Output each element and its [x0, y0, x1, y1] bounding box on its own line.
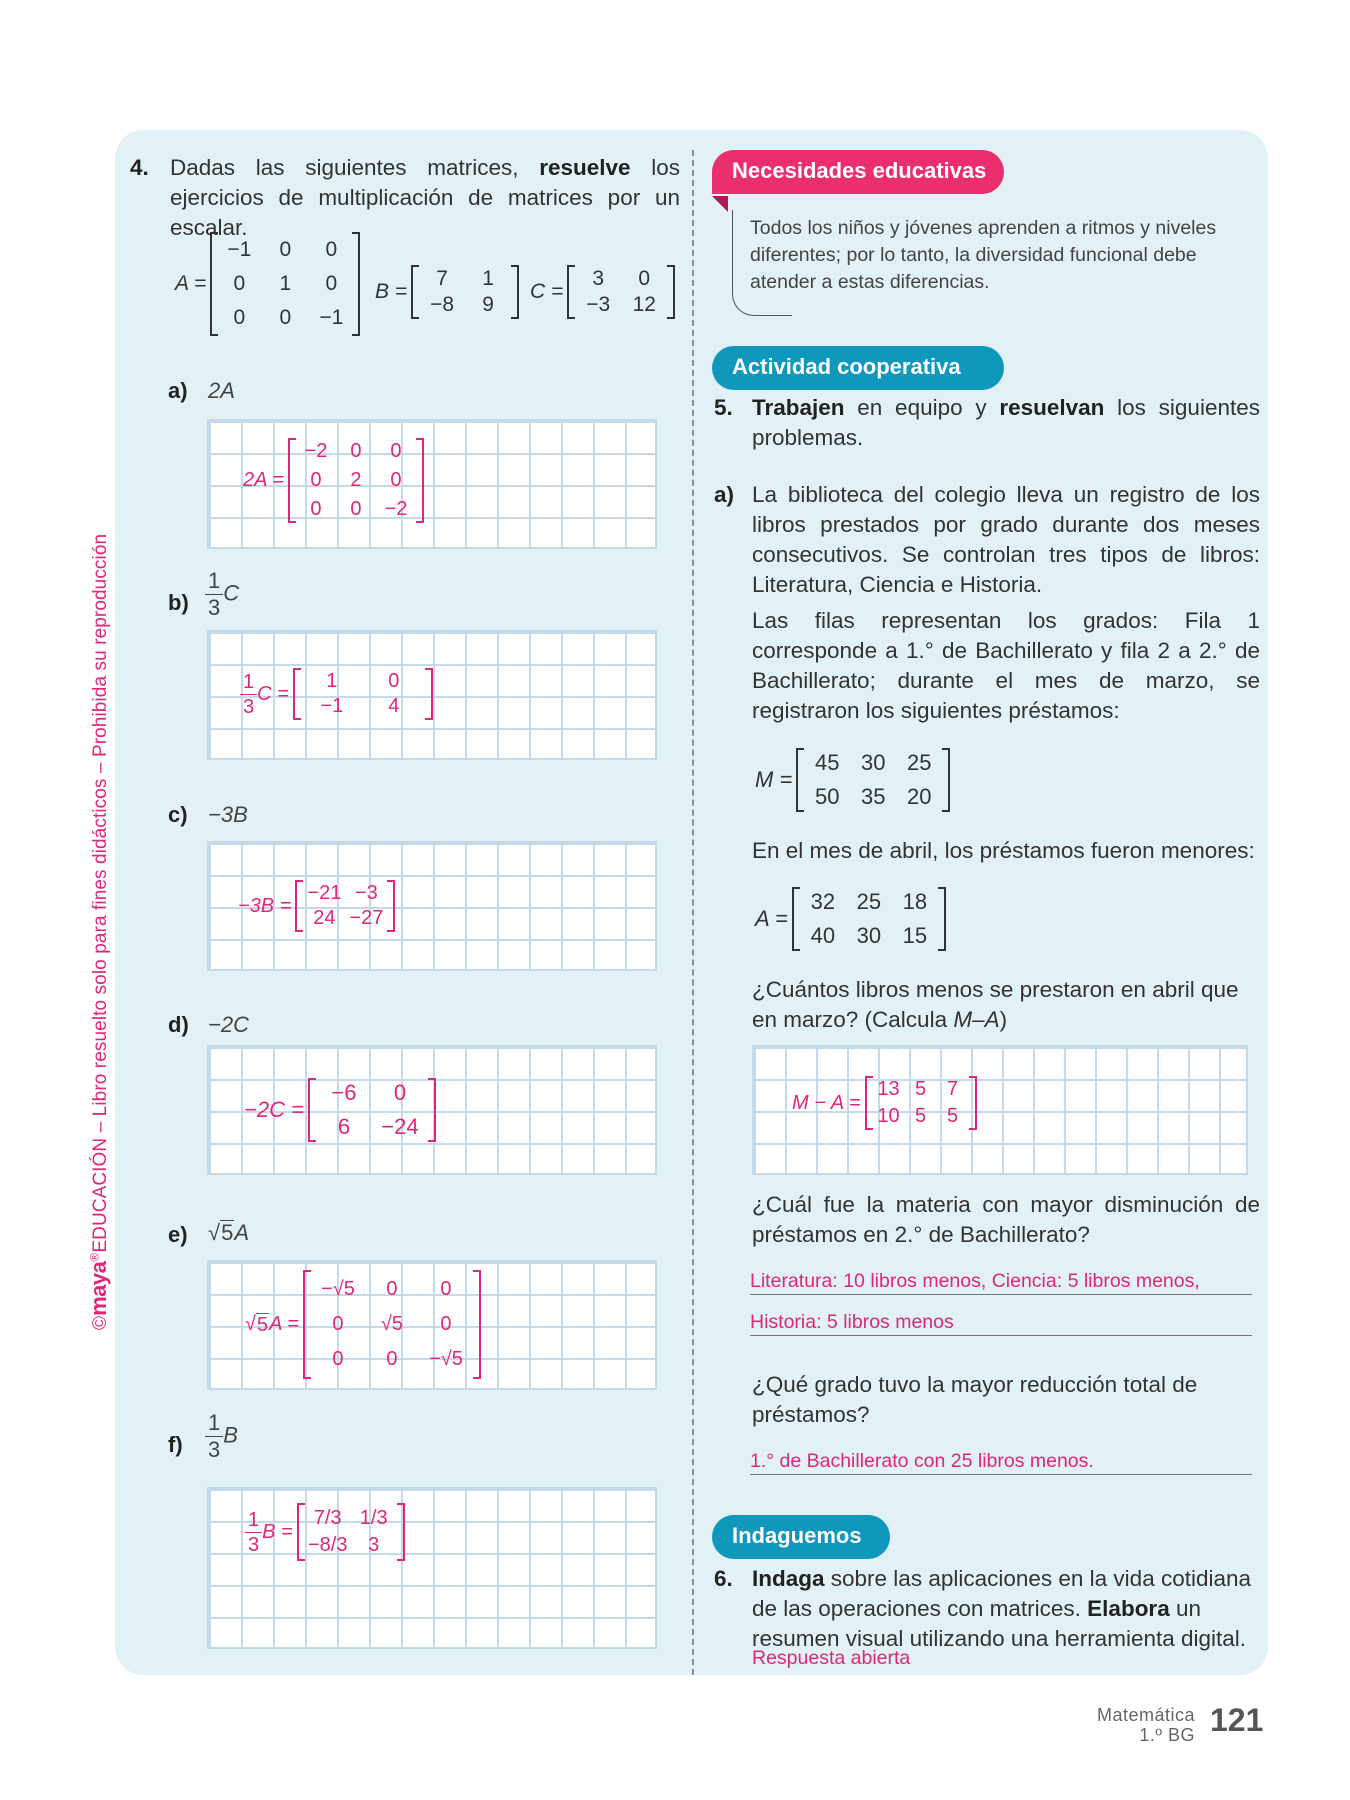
item-c-expression: −3B: [208, 802, 248, 827]
copyright-symbol: ©: [90, 1315, 111, 1330]
april-text: En el mes de abril, los préstamos fueron menores:: [752, 838, 1255, 863]
item-b-expression: $\frac{1}{3}$ C: [205, 570, 239, 619]
answer-line-q3[interactable]: 1.° de Bachillerato con 25 libros menos.: [750, 1448, 1252, 1475]
bold-verb: resuelve: [539, 155, 631, 180]
answer-m-minus-a-matrix: 13 5 7 10 5 5: [865, 1076, 977, 1130]
answer-e-matrix: −√5 0 0 0 √5 0 0 0 −√5: [303, 1270, 481, 1379]
answer-d: −2C = −6 0 6 −24: [244, 1078, 436, 1142]
problem-4-number: 4.: [130, 155, 149, 180]
matrix-B-body: 7 1 −8 9: [411, 265, 519, 319]
item-e-label: e): [168, 1222, 188, 1247]
question-2: ¿Cuál fue la materia con mayor disminución de préstamos en 2.° de Bachillerato?: [752, 1192, 1260, 1247]
part-a-paragraph-1: La biblioteca del colegio lleva un registro de los libros prestados por grado durante dos meses consecutivos. Se controlan tres tipos de libros: Literatura, Ciencia e Historia.: [752, 482, 1260, 597]
research-tab: Indaguemos: [712, 1515, 890, 1559]
item-c-label: c): [168, 802, 188, 827]
matrix-A-body: −1 0 0 0 1 0 0 0 −1: [210, 232, 360, 336]
answer-f-matrix: 7/3 1/3 −8/3 3: [297, 1503, 405, 1561]
question-3: ¿Qué grado tuvo la mayor reducción total de préstamos?: [752, 1372, 1198, 1427]
answer-line-q2-2[interactable]: Historia: 5 libros menos: [750, 1309, 1252, 1336]
answer-m-minus-a: M − A = 13 5 7 10 5 5: [792, 1076, 977, 1130]
problem-6-number: 6.: [714, 1566, 733, 1591]
answer-e: √ 5 A = −√5 0 0 0 √5 0 0 0 −√5: [245, 1270, 481, 1379]
column-divider: [692, 150, 694, 1675]
item-e-expression: √ 5 A: [208, 1220, 250, 1245]
item-a-expression: 2A: [208, 378, 235, 403]
item-b-label: b): [168, 590, 189, 615]
answer-b: $\frac{1}{3}$ C = 1 0 −1 4: [240, 668, 433, 720]
problem-5-number: 5.: [714, 395, 733, 420]
answer-f: $\frac{1}{3}$ B = 7/3 1/3 −8/3 3: [245, 1503, 405, 1561]
item-d-label: d): [168, 1012, 189, 1037]
matrix-A-april: A = 32 25 18 40 30 15: [755, 887, 946, 951]
problem-5-statement: Trabajen en equipo y resuelvan los siguientes problemas.: [752, 395, 1260, 450]
problem-6-statement: Indaga sobre las aplicaciones en la vida cotidiana de las operaciones con matrices. Elabora un resumen visual utilizando una herramienta digital.: [752, 1566, 1252, 1651]
part-a-label: a): [714, 482, 735, 507]
special-needs-tab: Necesidades educativas: [712, 150, 1004, 194]
answer-a-matrix: −2 0 0 0 2 0 0 0 −2: [288, 438, 424, 523]
matrix-C: C = 3 0 −3 12: [530, 265, 675, 319]
special-needs-text: Todos los niños y jóvenes aprenden a ritmos y niveles diferentes; por lo tanto, la diversidad funcional debe atender a estas diferencias.: [750, 217, 1217, 293]
answer-c: −3B = −21 −3 24 −27: [238, 880, 395, 932]
tab-fold: [712, 196, 728, 212]
answer-a: 2A = −2 0 0 0 2 0 0 0 −2: [243, 438, 424, 523]
watermark-text: EDUCACIÓN – Libro resuelto solo para fines didácticos – Prohibida su reproducción: [90, 533, 111, 1253]
part-a-paragraph-2: Las filas representan los grados: Fila 1 corresponde a 1.° de Bachillerato y fila 2 a 2.° de Bachillerato; durante el mes de marzo, se registraron los siguientes préstamos:: [752, 608, 1260, 723]
question-1: ¿Cuántos libros menos se prestaron en abril que en marzo? (Calcula M–A): [752, 977, 1239, 1032]
page-number: 121: [1210, 1702, 1264, 1738]
registered-symbol: ®: [87, 1252, 102, 1262]
item-d-expression: −2C: [208, 1012, 249, 1037]
item-f-expression: $\frac{1}{3}$ B: [205, 1412, 238, 1461]
matrix-A-april-body: 32 25 18 40 30 15: [792, 887, 946, 951]
matrix-M: M = 45 30 25 50 35 20: [755, 748, 950, 812]
answer-line-q2-1[interactable]: Literatura: 10 libros menos, Ciencia: 5 libros menos,: [750, 1268, 1252, 1295]
matrix-C-body: 3 0 −3 12: [567, 265, 675, 319]
side-watermark: [86, 480, 110, 1330]
cooperative-activity-tab: Actividad cooperativa: [712, 346, 1004, 390]
footer-subject: Matemática 1.º BG: [1096, 1705, 1195, 1745]
problem-4-statement: Dadas las siguientes matrices, resuelve los ejercicios de multiplicación de matrices por un escalar.: [170, 155, 680, 240]
answer-d-matrix: −6 0 6 −24: [308, 1078, 436, 1142]
answer-b-matrix: 1 0 −1 4: [293, 668, 433, 720]
brand-logo: maya: [86, 1261, 111, 1316]
answer-c-matrix: −21 −3 24 −27: [295, 880, 395, 932]
item-a-label: a): [168, 378, 188, 403]
item-f-label: f): [168, 1432, 183, 1457]
matrix-A: A = −1 0 0 0 1 0 0 0 −1: [175, 232, 360, 336]
research-answer: Respuesta abierta: [752, 1647, 911, 1669]
matrix-M-body: 45 30 25 50 35 20: [796, 748, 950, 812]
matrix-B: B = 7 1 −8 9: [375, 265, 519, 319]
